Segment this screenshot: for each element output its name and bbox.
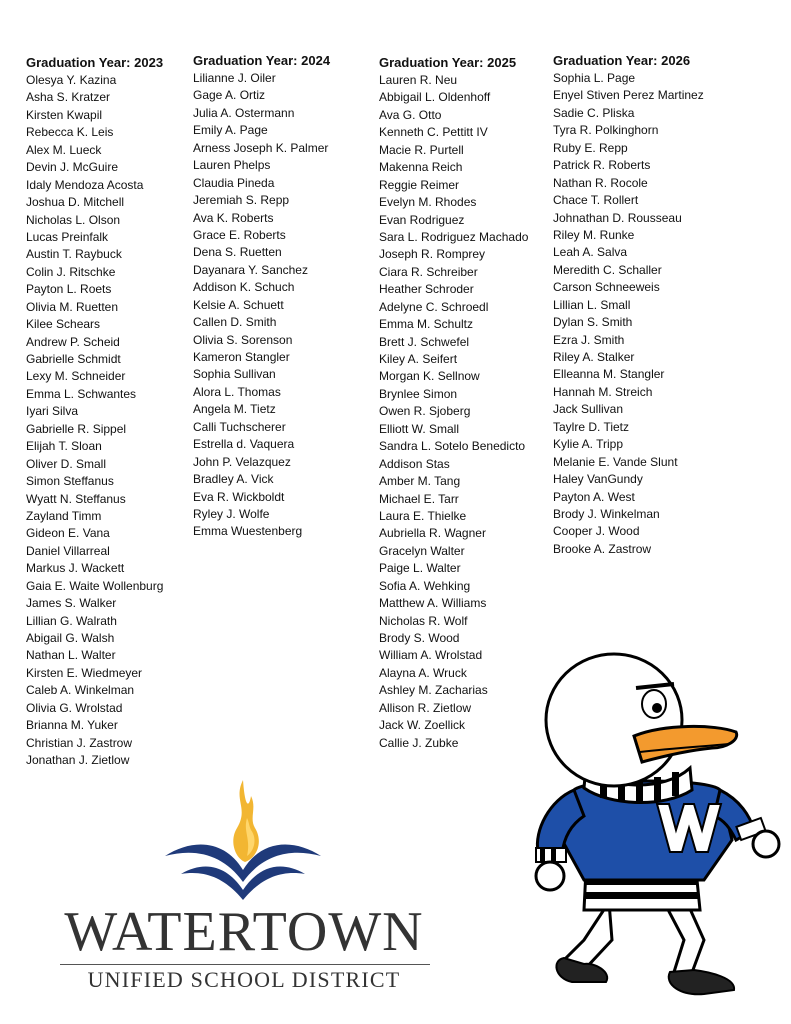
student-name: Gabrielle Schmidt (26, 352, 121, 366)
student-name: Nicholas R. Wolf (379, 613, 468, 628)
student-name: Lilianne J. Oiler (193, 71, 276, 85)
student-name: Christian J. Zastrow (26, 735, 133, 750)
student-name: Patrick R. Roberts (553, 158, 651, 173)
student-name: Evelyn M. Rhodes (379, 195, 477, 210)
student-name: Gage A. Ortiz (193, 88, 266, 103)
student-name: Sophia Sullivan (193, 367, 276, 382)
student-name: Brett J. Schwefel (379, 334, 470, 349)
student-name: Evan Rodriguez (379, 212, 465, 227)
student-name: Makenna Reich (379, 160, 463, 175)
student-name: Emma M. Schultz (379, 317, 474, 332)
student-name: Abbigail L. Oldenhoff (379, 90, 491, 105)
student-name: Kirsten Kwapil (26, 107, 103, 122)
student-name: Payton A. West (553, 489, 635, 504)
student-name: Olivia M. Ruetten (26, 299, 119, 314)
student-name: Angela M. Tietz (193, 402, 276, 417)
student-name: Gideon E. Vana (26, 526, 110, 541)
student-name: Dylan S. Smith (553, 315, 633, 330)
student-name: Riley M. Runke (553, 227, 635, 242)
student-name: Jack W. Zoellick (379, 718, 466, 733)
student-name: Sara L. Rodriguez Machado (379, 229, 529, 244)
column-2024 (193, 51, 330, 541)
student-name: Dena S. Ruetten (193, 245, 282, 260)
student-name: Julia A. Ostermann (193, 105, 295, 120)
student-name: Nathan L. Walter (26, 648, 116, 663)
student-name: Owen R. Sjoberg (379, 404, 471, 419)
column-heading: Graduation Year: 2025 (379, 55, 517, 70)
student-name: John P. Velazquez (193, 454, 291, 469)
student-name: Callen D. Smith (193, 315, 277, 330)
student-name: Matthew A. Williams (379, 596, 487, 611)
student-name: Laura E. Thielke (379, 508, 467, 523)
student-name: Riley A. Stalker (553, 350, 635, 364)
student-name: Callie J. Zubke (379, 735, 459, 750)
student-name: Johnathan D. Rousseau (553, 210, 682, 225)
student-name: Abigail G. Walsh (26, 631, 115, 645)
student-name: Kenneth C. Pettitt IV (379, 125, 488, 140)
student-name: Kiley A. Seifert (379, 352, 458, 366)
student-name: Paige L. Walter (379, 561, 461, 576)
student-name: Kilee Schears (26, 317, 101, 332)
flame-book-icon (163, 778, 323, 900)
student-name: Arness Joseph K. Palmer (193, 140, 329, 155)
student-name: Tyra R. Polkinghorn (553, 123, 659, 138)
student-name: Adelyne C. Schroedl (379, 299, 489, 314)
student-name: Caleb A. Winkelman (26, 683, 135, 698)
student-name: James S. Walker (26, 596, 117, 611)
student-name: Grace E. Roberts (193, 227, 286, 242)
student-name: Meredith C. Schaller (553, 262, 662, 277)
student-name: Estrella d. Vaquera (193, 437, 295, 452)
student-name: Lillian G. Walrath (26, 613, 117, 628)
student-name: Ryley J. Wolfe (193, 506, 270, 521)
student-name: Simon Steffanus (26, 474, 114, 489)
student-name: William A. Wrolstad (379, 648, 483, 663)
student-name: Olivia S. Sorenson (193, 332, 293, 347)
student-name: Gabrielle R. Sippel (26, 421, 127, 436)
student-name: Ruby E. Repp (553, 140, 628, 155)
student-name: Nathan R. Rocole (553, 175, 648, 190)
student-name: Elliott W. Small (379, 421, 460, 436)
student-name: Ciara R. Schreiber (379, 264, 478, 279)
student-name: Claudia Pineda (193, 175, 275, 190)
student-name: Sandra L. Sotelo Benedicto (379, 439, 526, 454)
student-name: Enyel Stiven Perez Martinez (553, 88, 704, 103)
student-name: Rebecca K. Leis (26, 125, 114, 140)
name-list (379, 72, 528, 752)
student-name: Addison K. Schuch (193, 280, 295, 295)
name-list (193, 70, 330, 541)
student-name: Austin T. Raybuck (26, 247, 122, 262)
student-name: Idaly Mendoza Acosta (26, 177, 144, 192)
student-name: Ava G. Otto (379, 107, 442, 122)
student-name: Joseph R. Romprey (379, 247, 486, 262)
logo-title: WATERTOWN (64, 901, 424, 963)
student-name: Payton L. Roets (26, 282, 112, 297)
student-name: Emma L. Schwantes (26, 386, 137, 401)
student-name: Hannah M. Streich (553, 384, 653, 399)
student-name: Lauren Phelps (193, 158, 271, 173)
student-name: Elleanna M. Stangler (553, 367, 665, 382)
student-name: Brynlee Simon (379, 386, 458, 401)
student-name: Brody J. Winkelman (553, 506, 660, 521)
student-name: Alayna A. Wruck (379, 665, 467, 680)
student-name: Lexy M. Schneider (26, 369, 126, 384)
student-name: Jeremiah S. Repp (193, 193, 290, 208)
student-name: Kameron Stangler (193, 350, 290, 364)
student-name: Calli Tuchscherer (193, 419, 286, 434)
student-name: Brianna M. Yuker (26, 718, 118, 733)
student-name: Macie R. Purtell (379, 142, 464, 157)
student-name: Zayland Timm (26, 508, 102, 523)
student-name: Devin J. McGuire (26, 160, 119, 175)
student-name: Olesya Y. Kazina (26, 73, 117, 87)
student-name: Ezra J. Smith (553, 332, 625, 347)
student-name: Haley VanGundy (553, 472, 643, 487)
student-name: Reggie Reimer (379, 177, 460, 192)
logo-divider (60, 964, 430, 965)
student-name: Emily A. Page (193, 123, 268, 138)
student-name: Aubriella R. Wagner (379, 526, 486, 541)
name-list (26, 72, 163, 770)
student-name: Emma Wuestenberg (193, 524, 303, 539)
student-name: Gracelyn Walter (379, 543, 465, 558)
student-name: Addison Stas (379, 456, 450, 471)
name-list (553, 70, 704, 558)
column-2025 (379, 53, 528, 752)
student-name: Olivia G. Wrolstad (26, 700, 123, 715)
student-name: Morgan K. Sellnow (379, 369, 480, 384)
column-heading: Graduation Year: 2026 (553, 53, 691, 68)
student-name: Elijah T. Sloan (26, 439, 102, 454)
student-name: Nicholas L. Olson (26, 212, 121, 227)
student-name: Leah A. Salva (553, 245, 628, 260)
student-name: Eva R. Wickboldt (193, 489, 285, 504)
student-name: Dayanara Y. Sanchez (193, 262, 308, 277)
student-name: Sophia L. Page (553, 71, 636, 85)
student-name: Taylre D. Tietz (553, 419, 630, 434)
student-name: Chace T. Rollert (553, 193, 639, 208)
student-name: Brooke A. Zastrow (553, 541, 652, 556)
student-name: Amber M. Tang (379, 474, 461, 489)
student-name: Lauren R. Neu (379, 73, 458, 87)
student-name: Alora L. Thomas (193, 384, 281, 399)
student-name: Sadie C. Pliska (553, 105, 635, 120)
student-name: Allison R. Zietlow (379, 700, 472, 715)
column-2023 (26, 53, 163, 770)
student-name: Brody S. Wood (379, 631, 460, 645)
student-name: Lillian L. Small (553, 297, 631, 312)
logo-subtitle: UNIFIED SCHOOL DISTRICT (87, 967, 401, 992)
student-name: Asha S. Kratzer (26, 90, 111, 105)
student-name: Bradley A. Vick (193, 472, 274, 487)
student-name: Joshua D. Mitchell (26, 195, 125, 210)
student-name: Jonathan J. Zietlow (26, 753, 130, 768)
student-name: Jack Sullivan (553, 402, 624, 417)
student-name: Oliver D. Small (26, 456, 107, 471)
student-name: Wyatt N. Steffanus (26, 491, 126, 506)
student-name: Michael E. Tarr (379, 491, 459, 506)
student-name: Cooper J. Wood (553, 524, 640, 539)
student-name: Alex M. Lueck (26, 142, 102, 157)
column-heading: Graduation Year: 2024 (193, 53, 331, 68)
column-heading: Graduation Year: 2023 (26, 55, 164, 70)
student-name: Iyari Silva (26, 404, 79, 419)
student-name: Ashley M. Zacharias (379, 683, 488, 698)
student-name: Colin J. Ritschke (26, 264, 116, 279)
student-name: Daniel Villarreal (26, 543, 110, 558)
student-name: Carson Schneeweis (553, 280, 660, 295)
district-logo (58, 778, 438, 998)
student-name: Markus J. Wackett (26, 561, 125, 576)
student-name: Sofia A. Wehking (379, 578, 471, 593)
student-name: Lucas Preinfalk (26, 229, 109, 244)
column-2026 (553, 51, 704, 558)
student-name: Andrew P. Scheid (26, 334, 120, 349)
student-name: Heather Schroder (379, 282, 474, 297)
student-name: Kylie A. Tripp (553, 437, 624, 452)
student-name: Kelsie A. Schuett (193, 297, 284, 312)
student-name: Gaia E. Waite Wollenburg (26, 578, 164, 593)
duck-mascot-icon (514, 640, 784, 1010)
student-name: Kirsten E. Wiedmeyer (26, 665, 143, 680)
student-name: Melanie E. Vande Slunt (553, 454, 678, 469)
student-name: Ava K. Roberts (193, 210, 274, 225)
